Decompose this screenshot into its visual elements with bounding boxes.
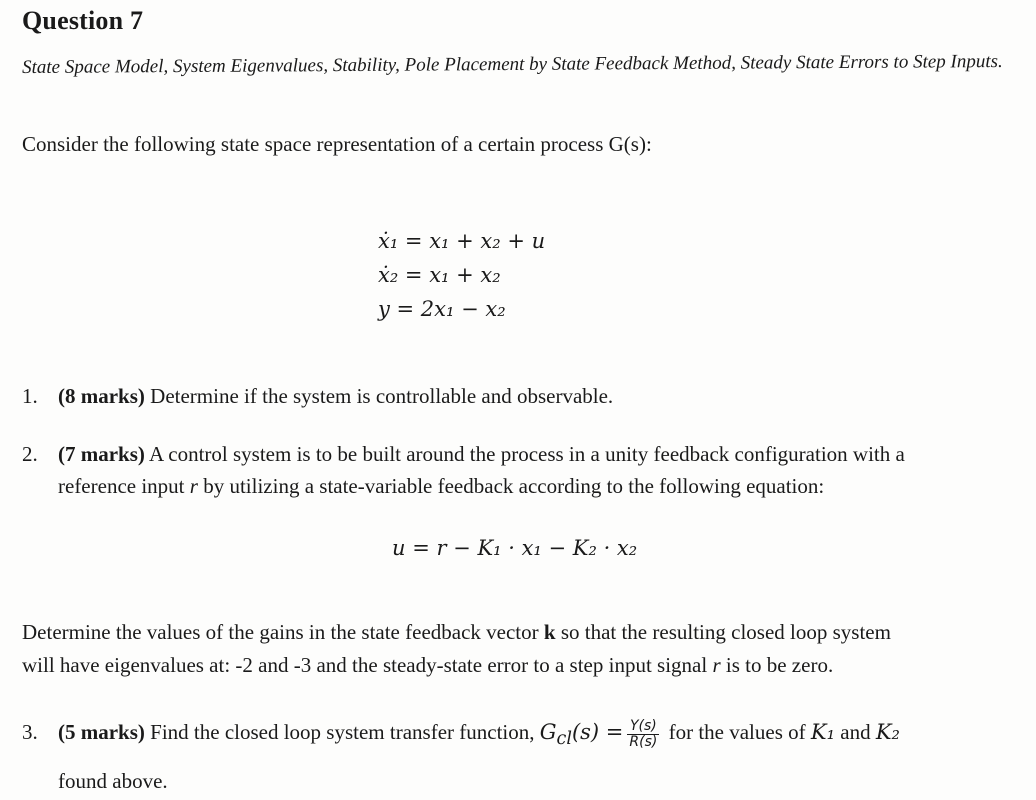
fraction-numerator: Y(s) xyxy=(627,719,659,735)
item-3-text-a: Find the closed loop system transfer function, xyxy=(144,720,540,744)
fraction-denominator: R(s) xyxy=(629,733,658,750)
item-2-r-symbol: r xyxy=(189,474,198,498)
item-3-marks: (5 marks) xyxy=(58,720,145,744)
item-2-text-a: A control system is to be built around the process in a unity feedback configuration with a xyxy=(144,442,905,466)
paragraph-part-3: will have eigenvalues at: -2 and -3 and the steady-state error to a step input signal xyxy=(22,653,713,677)
gcl-symbol: G xyxy=(539,720,557,744)
paragraph-part-2: so that the resulting closed loop system xyxy=(555,620,891,644)
item-3 xyxy=(22,716,1022,797)
feedback-equation: u = r − K₁ · x₁ − K₂ · x₂ xyxy=(392,536,638,560)
paragraph-k-vector: k xyxy=(543,620,556,644)
paragraph-r-symbol: r xyxy=(712,653,721,677)
paragraph-part-4: is to be zero. xyxy=(720,653,834,677)
item-3-continuation: found above. xyxy=(58,769,168,794)
item-1 xyxy=(22,380,613,412)
paragraph-part-1: Determine the values of the gains in the state feedback vector xyxy=(22,620,544,644)
item-3-text-b1: for the values of xyxy=(663,720,811,744)
item-2-number: 2. xyxy=(22,442,38,466)
item-2-marks: (7 marks) xyxy=(58,442,145,466)
item-1-marks: (8 marks) xyxy=(58,384,145,408)
gains-paragraph xyxy=(22,616,1012,682)
gcl-argument: (s) = xyxy=(571,720,624,744)
gcl-subscript: cl xyxy=(556,729,572,750)
item-2 xyxy=(22,438,1012,502)
transfer-fraction xyxy=(627,719,659,750)
k2-symbol: K₂ xyxy=(875,720,900,744)
output-equation: y = 2x₁ − x₂ xyxy=(378,297,506,321)
item-3-number: 3. xyxy=(22,720,38,744)
item-1-text: Determine if the system is controllable and observable. xyxy=(144,384,614,408)
question-title: Question 7 xyxy=(22,6,144,35)
k1-symbol: K₁ xyxy=(810,720,835,744)
question-subtitle: State Space Model, System Eigenvalues, Stability, Pole Placement by State Feedback Method, Steady State Errors to Step Inputs. xyxy=(22,51,1003,78)
state-equation-2: ẋ₂ = x₁ + x₂ xyxy=(378,263,501,287)
intro-text: Consider the following state space representation of a certain process G(s): xyxy=(22,132,652,156)
state-equation-1: ẋ₁ = x₁ + x₂ + u xyxy=(378,229,546,253)
item-2-continuation xyxy=(22,470,1012,502)
item-1-number: 1. xyxy=(22,384,38,408)
item-2-text-b2: by utilizing a state-variable feedback according to the following equation: xyxy=(197,474,825,498)
state-equations xyxy=(378,224,545,326)
item-3-and: and xyxy=(835,720,876,744)
item-2-text-b1: reference input xyxy=(58,474,190,498)
